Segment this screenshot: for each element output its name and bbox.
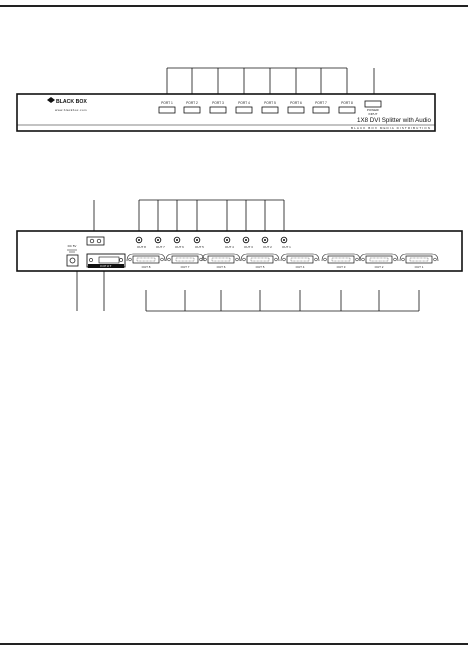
back-bottom-callouts — [77, 271, 419, 311]
audio-jack-label-1: OUT 8 — [137, 245, 146, 249]
dvi-output-label-6: OUT 3 — [336, 265, 346, 269]
audio-jack-6[interactable] — [243, 237, 249, 243]
port-button-8[interactable] — [339, 107, 355, 113]
audio-jack-label-6: OUT 3 — [244, 245, 253, 249]
dvi-output-label-3: OUT 6 — [216, 265, 226, 269]
port-label-7: PORT 7 — [315, 101, 327, 105]
audio-jack-7[interactable] — [262, 237, 268, 243]
dvi-output-label-2: OUT 7 — [180, 265, 190, 269]
port-label-3: PORT 3 — [212, 101, 224, 105]
tagline: BLACK BOX MEDIA DISTRIBUTION — [351, 126, 431, 130]
audio-jack-label-3: OUT 6 — [175, 245, 184, 249]
dvi-output-label-7: OUT 2 — [374, 265, 384, 269]
port-label-4: PORT 4 — [238, 101, 250, 105]
audio-jack-label-4: OUT 5 — [195, 245, 204, 249]
dvi-output-label-8: OUT 1 — [414, 265, 424, 269]
port-label-1: PORT 1 — [161, 101, 173, 105]
audio-jack-4[interactable] — [194, 237, 200, 243]
dvi-output-label-4: OUT 5 — [255, 265, 265, 269]
brand-text: BLACK BOX — [56, 99, 87, 105]
bottom-rule — [0, 643, 468, 645]
dvi-input-label: INPUT — [100, 264, 112, 269]
audio-jack-label-7: OUT 2 — [263, 245, 272, 249]
audio-jack-2[interactable] — [155, 237, 161, 243]
power-button[interactable] — [365, 101, 381, 107]
port-button-2[interactable] — [184, 107, 200, 113]
port-button-5[interactable] — [262, 107, 278, 113]
audio-jack-label-5: OUT 4 — [225, 245, 234, 249]
dc-power-jack[interactable] — [67, 255, 78, 266]
front-panel-diagram — [0, 0, 468, 160]
dvi-output-label-5: OUT 4 — [295, 265, 305, 269]
back-top-callouts — [94, 200, 284, 231]
port-button-1[interactable] — [159, 107, 175, 113]
port-button-6[interactable] — [288, 107, 304, 113]
audio-jack-8[interactable] — [281, 237, 287, 243]
input-label: INPUT — [368, 112, 378, 116]
dvi-output-label-1: OUT 8 — [141, 265, 151, 269]
back-panel-outline — [17, 231, 462, 271]
port-label-2: PORT 2 — [186, 101, 198, 105]
dc-label: DC 5V — [67, 244, 77, 248]
back-panel-diagram — [0, 190, 468, 330]
port-label-8: PORT 8 — [341, 101, 353, 105]
port-button-3[interactable] — [210, 107, 226, 113]
port-button-7[interactable] — [313, 107, 329, 113]
port-label-5: PORT 5 — [264, 101, 276, 105]
audio-jack-5[interactable] — [224, 237, 230, 243]
front-callout-lines — [167, 68, 374, 94]
audio-jack-label-2: OUT 7 — [156, 245, 165, 249]
audio-jack-label-8: OUT 1 — [282, 245, 291, 249]
port-label-6: PORT 6 — [290, 101, 302, 105]
port-button-4[interactable] — [236, 107, 252, 113]
audio-jack-3[interactable] — [174, 237, 180, 243]
input-audio-jack[interactable] — [87, 237, 104, 245]
website-text: www.blackbox.com — [55, 108, 87, 112]
audio-jack-1[interactable] — [136, 237, 142, 243]
power-label: POWER/ — [366, 108, 380, 112]
product-name: 1X8 DVI Splitter with Audio — [357, 117, 431, 124]
